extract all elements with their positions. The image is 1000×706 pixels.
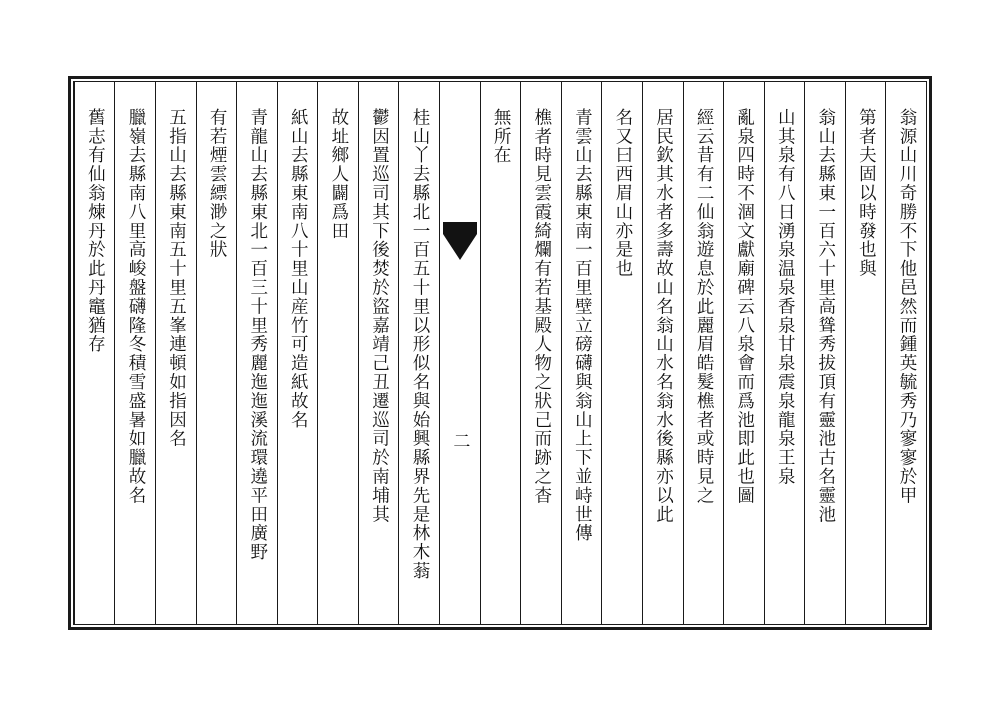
text-column [520,82,561,624]
column-text: 舊志有仙翁煉丹於此丹竈猶存 [85,108,106,354]
column-text: 翁源山川奇勝不下他邑然而鍾英毓秀乃寥寥於甲 [896,108,917,505]
column-text: 五指山去縣東南五十里五峯連頓如指因名 [166,108,187,449]
text-column [196,82,237,624]
column-text: 臘嶺去縣南八里高峻盤礴隆冬積雪盛暑如臘故名 [125,108,146,505]
text-column [885,82,926,624]
text-column [236,82,277,624]
column-text: 青龍山去縣東北一百三十里秀麗迤迤溪流環遶平田廣野 [247,108,268,562]
text-column [358,82,399,624]
text-column [277,82,318,624]
column-text: 亂泉四時不涸文獻廟碑云八泉會而爲池即此也圖 [734,108,755,505]
text-column [114,82,155,624]
text-column [561,82,602,624]
text-column [723,82,764,624]
fishtail-icon [443,234,477,260]
column-text: 山其泉有八日湧泉温泉香泉甘泉震泉龍泉王泉 [775,108,796,486]
fishtail-bar-icon [443,222,477,234]
column-text: 有若煙雲縹渺之狀 [207,108,228,260]
column-text: 故址鄉人闢爲田 [328,108,349,241]
text-column [845,82,886,624]
page-number: 二 [449,432,470,449]
text-column [601,82,642,624]
column-text: 鬱因置巡司其下後焚於盜嘉靖己丑遷巡司於南埔其 [369,108,390,524]
text-column [642,82,683,624]
text-column [74,82,115,624]
center-column-marker [439,82,480,624]
text-column [155,82,196,624]
column-text: 居民欽其水者多壽故山名翁山水名翁水後縣亦以此 [653,108,674,524]
text-column [398,82,439,624]
text-column [683,82,724,624]
column-text: 名又曰西眉山亦是也 [612,108,633,279]
text-column [317,82,358,624]
text-column [480,82,521,624]
column-text: 第者夫固以時發也與 [856,108,877,279]
column-text: 桂山丫去縣北一百五十里以形似名與始興縣界先是林木蓊 [410,108,431,581]
column-text: 經云昔有二仙翁遊息於此麗眉皓髮樵者或時見之 [694,108,715,505]
column-text: 無所在 [491,108,512,165]
text-column-grid [74,82,926,624]
text-column [764,82,805,624]
column-text: 翁山去縣東一百六十里高聳秀拔頂有靈池古名靈池 [815,108,836,524]
column-text: 青雲山去縣東南一百里壁立磅礴與翁山上下並峙世傳 [572,108,593,543]
text-column [804,82,845,624]
column-text: 紙山去縣東南八十里山産竹可造紙故名 [288,108,309,430]
column-text: 樵者時見雲霞綺爛有若基殿人物之狀己而跡之杳 [531,108,552,505]
